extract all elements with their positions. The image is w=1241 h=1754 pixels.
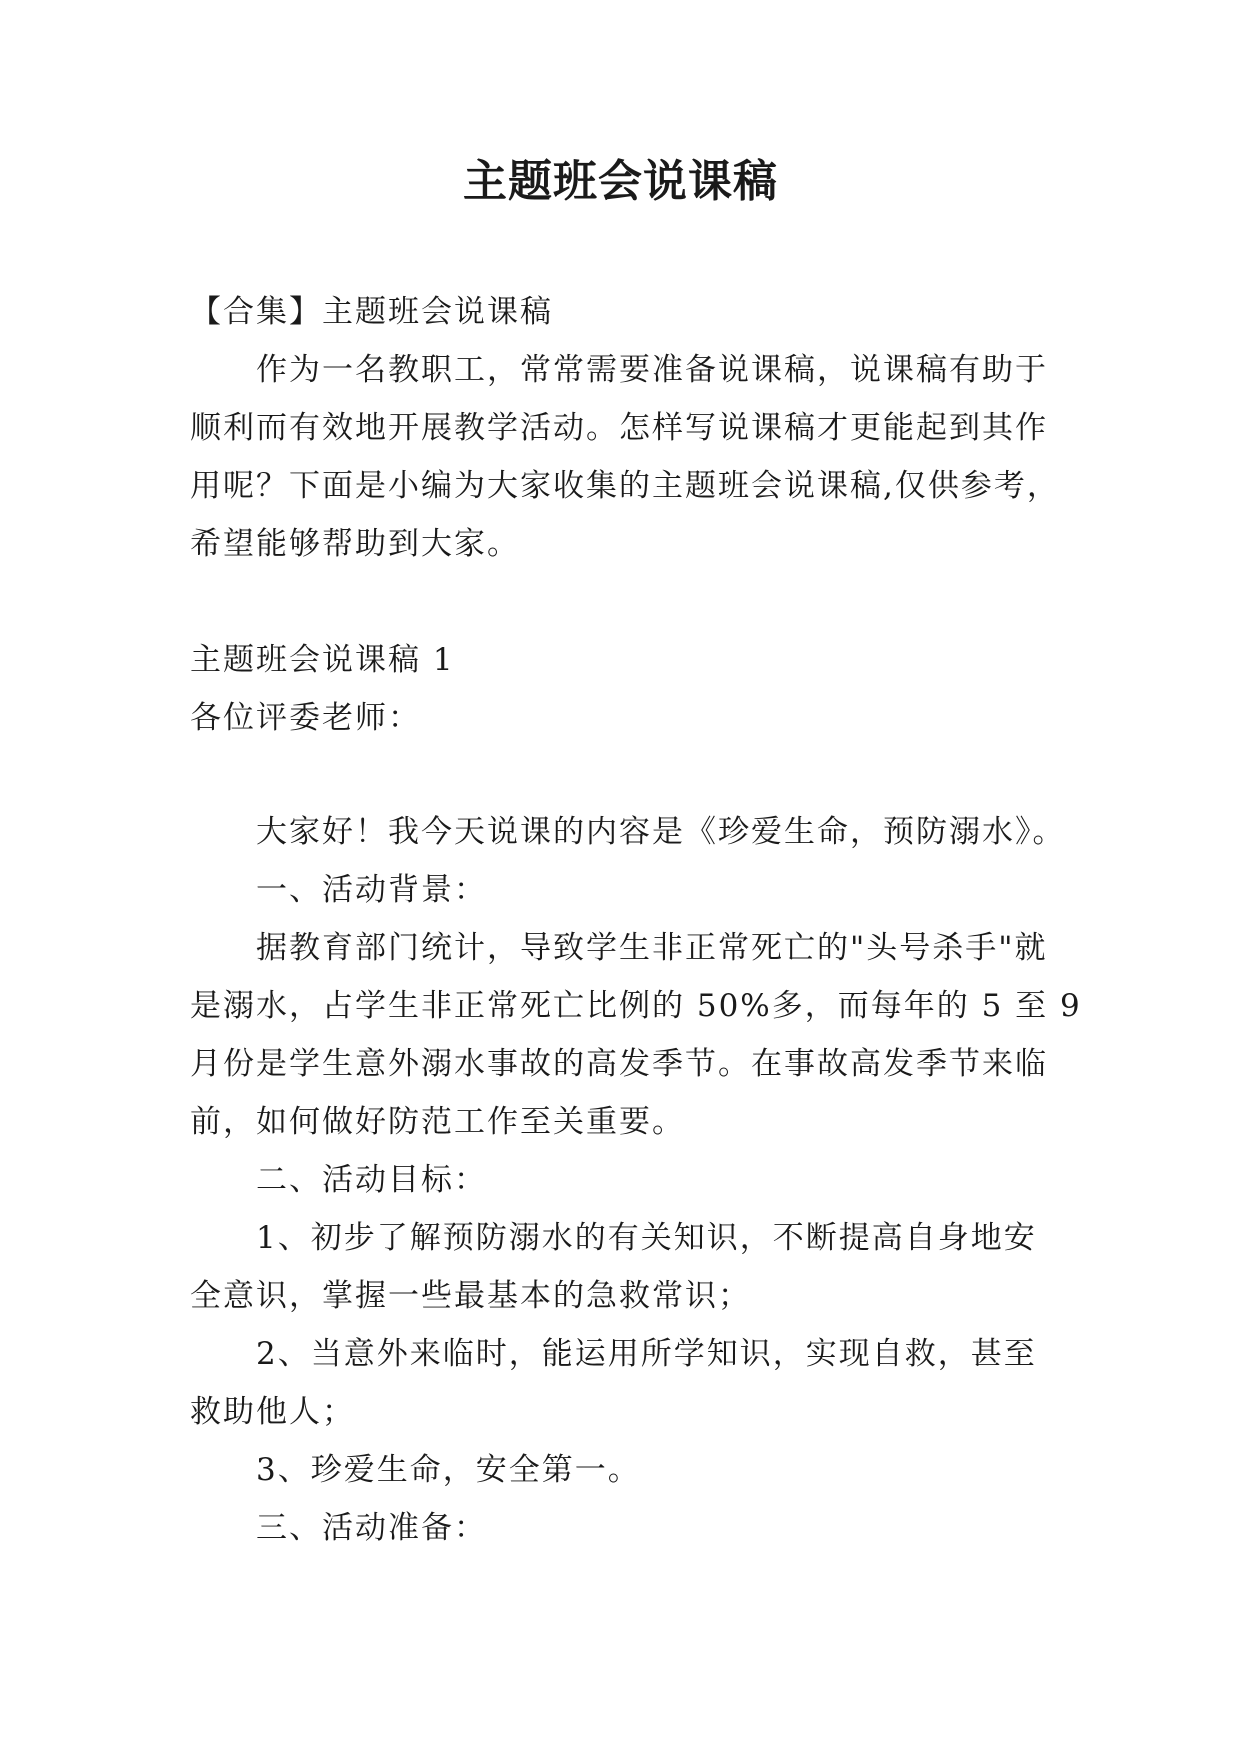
document-title: 主题班会说课稿 [463, 156, 778, 207]
opening-line: 大家好！我今天说课的内容是《珍爱生命，预防溺水》。 [256, 814, 1066, 850]
intro-line-3: 用呢？下面是小编为大家收集的主题班会说课稿,仅供参考， [190, 468, 1060, 504]
background-line-2: 是溺水，占学生非正常死亡比例的 50%多，而每年的 5 至 9 [190, 988, 1082, 1024]
goal-3: 3、珍爱生命，安全第一。 [256, 1452, 641, 1488]
goal-2-line-2: 救助他人； [190, 1394, 355, 1430]
intro-line-1: 作为一名教职工，常常需要准备说课稿，说课稿有助于 [256, 352, 1048, 388]
subheading-background: 一、活动背景： [256, 872, 487, 908]
section-heading: 主题班会说课稿 1 [190, 642, 455, 678]
background-line-1: 据教育部门统计，导致学生非正常死亡的"头号杀手"就 [256, 930, 1048, 966]
background-line-3: 月份是学生意外溺水事故的高发季节。在事故高发季节来临 [190, 1046, 1048, 1082]
collection-heading: 【合集】主题班会说课稿 [190, 294, 553, 330]
intro-line-4: 希望能够帮助到大家。 [190, 526, 520, 562]
intro-line-2: 顺利而有效地开展教学活动。怎样写说课稿才更能起到其作 [190, 410, 1048, 446]
subheading-goals: 二、活动目标： [256, 1162, 487, 1198]
goal-1-line-1: 1、初步了解预防溺水的有关知识，不断提高自身地安 [256, 1220, 1037, 1256]
salutation: 各位评委老师： [190, 700, 421, 736]
background-line-4: 前，如何做好防范工作至关重要。 [190, 1104, 685, 1140]
goal-2-line-1: 2、当意外来临时，能运用所学知识，实现自救，甚至 [256, 1336, 1037, 1372]
goal-1-line-2: 全意识，掌握一些最基本的急救常识； [190, 1278, 751, 1314]
subheading-preparation: 三、活动准备： [256, 1510, 487, 1546]
